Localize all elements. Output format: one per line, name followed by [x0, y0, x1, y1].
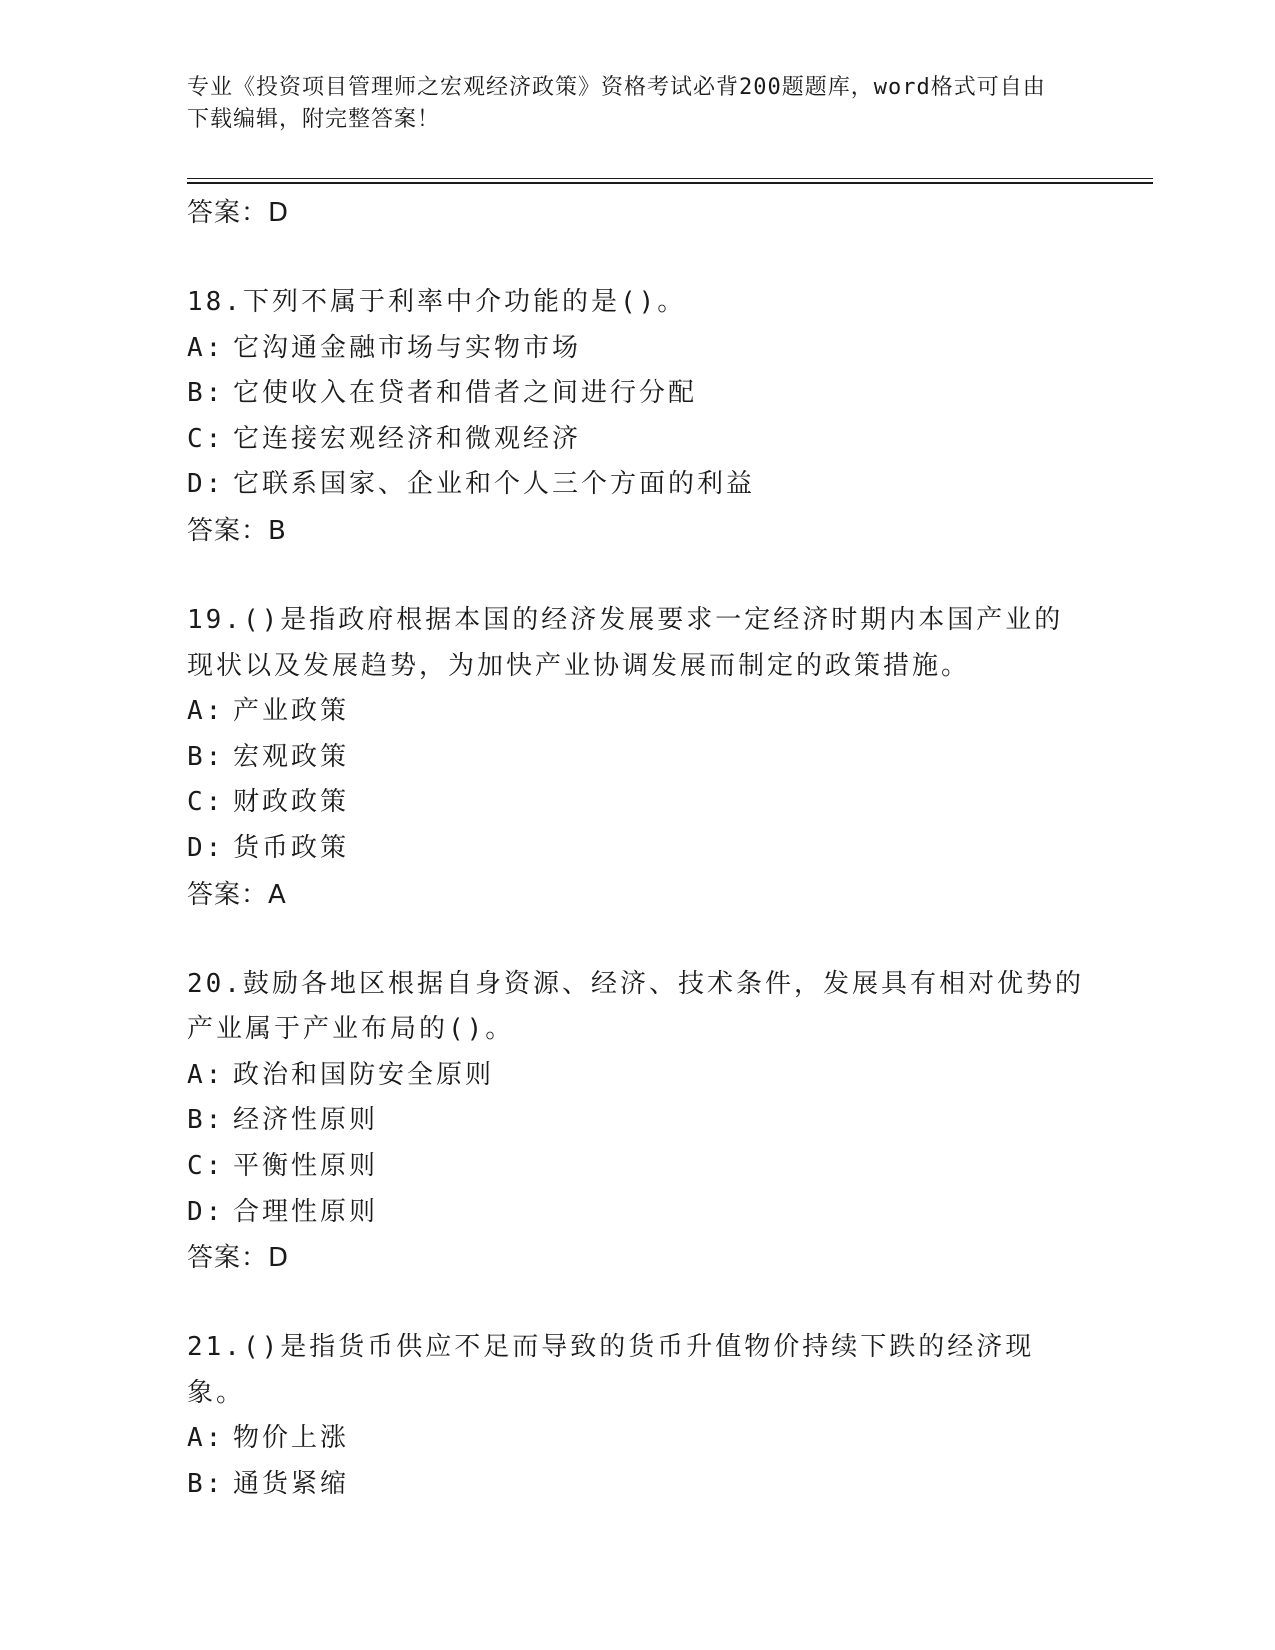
- option-text: 合理性原则: [233, 1196, 379, 1227]
- question-block: [187, 962, 1087, 1282]
- answer-line: 答案：D: [187, 1243, 290, 1274]
- header-divider: [187, 178, 1153, 179]
- answer-option: [187, 1190, 1087, 1236]
- answer-option: [187, 1053, 1087, 1099]
- question-block: [187, 280, 1087, 554]
- header-divider-thick: [187, 182, 1153, 184]
- option-text: 它沟通金融市场与实物市场: [233, 332, 582, 363]
- option-letter: A:: [187, 1059, 225, 1090]
- option-text: 产业政策: [233, 696, 350, 727]
- answer-option: [187, 1098, 1087, 1144]
- question-stem: 18.下列不属于利率中介功能的是()。: [187, 287, 687, 317]
- option-letter: B:: [187, 1105, 225, 1136]
- option-text: 经济性原则: [233, 1105, 379, 1136]
- answer-option: [187, 326, 1087, 372]
- option-text: 通货紧缩: [233, 1468, 350, 1499]
- option-text: 它联系国家、企业和个人三个方面的利益: [233, 469, 756, 500]
- answer-option: [187, 735, 1087, 781]
- answer-option: [187, 462, 1087, 508]
- answer-option: [187, 1416, 1087, 1462]
- question-block: [187, 598, 1087, 918]
- option-letter: D:: [187, 832, 225, 863]
- option-text: 它连接宏观经济和微观经济: [233, 423, 582, 454]
- option-letter: C:: [187, 1150, 225, 1181]
- answer-option: [187, 1144, 1087, 1190]
- option-text: 财政政策: [233, 787, 350, 818]
- option-text: 政治和国防安全原则: [233, 1059, 495, 1090]
- option-text: 宏观政策: [233, 741, 350, 772]
- answer-option: [187, 371, 1087, 417]
- question-list: [187, 190, 1087, 1507]
- document-header: 专业《投资项目管理师之宏观经济政策》资格考试必背200题题库，word格式可自由下载编辑，附完整答案！: [187, 75, 1046, 132]
- answer-line: 答案：D: [187, 198, 290, 228]
- question-stem: 19.()是指政府根据本国的经济发展要求一定经济时期内本国产业的现状以及发展趋势，为加快产业协调发展而制定的政策措施。: [187, 604, 1064, 681]
- option-letter: A:: [187, 696, 225, 727]
- option-letter: A:: [187, 332, 225, 363]
- option-letter: D:: [187, 469, 225, 500]
- option-letter: B:: [187, 741, 225, 772]
- answer-option: [187, 826, 1087, 872]
- answer-option: [187, 417, 1087, 463]
- option-letter: C:: [187, 423, 225, 454]
- question-stem: 21.()是指货币供应不足而导致的货币升值物价持续下跌的经济现象。: [187, 1332, 1035, 1408]
- option-text: 货币政策: [233, 832, 350, 863]
- option-letter: B:: [187, 1468, 225, 1499]
- option-letter: D:: [187, 1196, 225, 1227]
- answer-option: [187, 780, 1087, 826]
- option-text: 平衡性原则: [233, 1150, 379, 1181]
- option-letter: B:: [187, 378, 225, 409]
- question-block: [187, 1325, 1087, 1507]
- question-stem: 20.鼓励各地区根据自身资源、经济、技术条件，发展具有相对优势的产业属于产业布局的()。: [187, 968, 1084, 1045]
- option-text: 它使收入在贷者和借者之间进行分配: [233, 378, 698, 409]
- answer-option: [187, 1462, 1087, 1508]
- answer-option: [187, 689, 1087, 735]
- answer-line: 答案：A: [187, 879, 287, 910]
- option-letter: A:: [187, 1423, 225, 1454]
- answer-line: 答案：B: [187, 515, 287, 546]
- option-letter: C:: [187, 787, 225, 818]
- option-text: 物价上涨: [233, 1423, 350, 1454]
